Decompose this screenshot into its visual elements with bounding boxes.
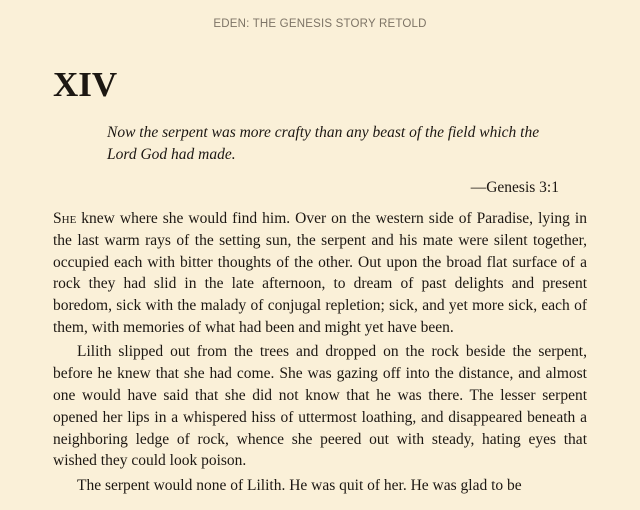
epigraph-text: Now the serpent was more crafty than any beast of the field which the Lord God had made. bbox=[107, 124, 540, 163]
epigraph-source: —Genesis 3:1 bbox=[470, 179, 559, 196]
paragraph: The serpent would none of Lilith. He was quit of her. He was glad to be bbox=[77, 476, 522, 494]
chapter-body bbox=[53, 208, 587, 499]
paragraph: Lilith slipped out from the trees and dropped on the rock beside the serpent, before he knew that she had come. She was gazing off into the distance, and almost one would have said that she did not know that he was there. The lesser serpent opened her lips in a whispered hiss of uttermost loathing, and disappeared beneath a neighboring ledge of rock, whence she peered out with steady, hating eyes that wished they could look poison. bbox=[53, 343, 587, 470]
paragraph-text: knew where she would find him. Over on the western side of Paradise, lying in the last warm rays of the setting sun, the serpent and his mate were silent together, occupied each with bitter thoughts of the other. Out upon the broad flat surface of a rock they had slid in the late afternoon, to dream of past delights and present boredom, sick with the malady of conjugal repletion; sick, and yet more sick, each of them, with memories of what had been and might yet have been. bbox=[53, 210, 587, 336]
paragraph-lead-smallcaps: She bbox=[53, 210, 77, 227]
paragraph bbox=[53, 208, 587, 339]
epigraph bbox=[107, 122, 559, 199]
running-header: EDEN: THE GENESIS STORY RETOLD bbox=[213, 18, 427, 30]
chapter-number: XIV bbox=[53, 65, 118, 104]
